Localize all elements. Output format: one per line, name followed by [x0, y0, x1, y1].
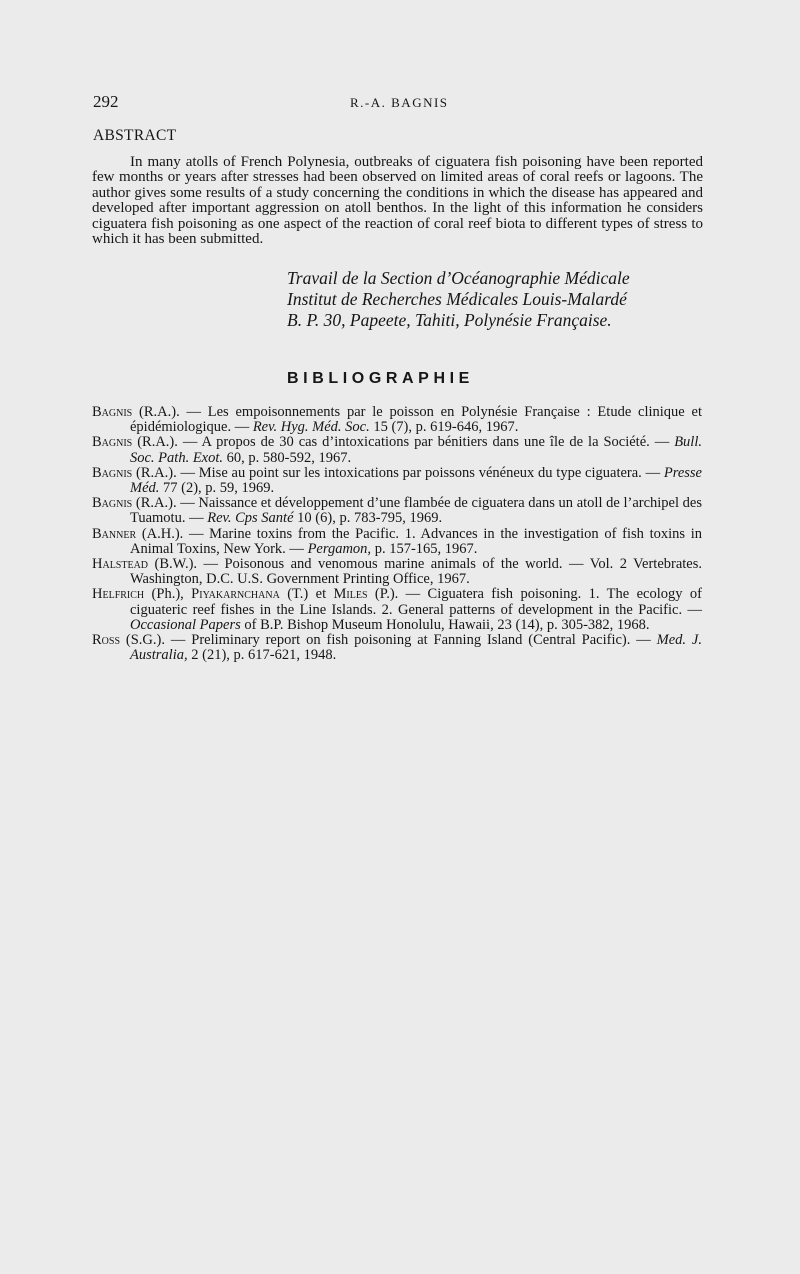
entry-details: 77 (2), p. 59, 1969.: [159, 480, 275, 497]
bibliography-entry: [92, 496, 702, 526]
entry-text: (S.G.). — Preliminary report on fish poisoning at Fanning Island (Central Pacific). —: [120, 632, 657, 649]
entry-text: (R.A.). — Les empoisonnements par le poisson en Polynésie Française : Etude clinique et épidémiologique. —: [130, 404, 702, 436]
bibliography-entry: [92, 587, 702, 633]
abstract-text: In many atolls of French Polynesia, outbreaks of ciguatera fish poisoning have been reported few months or years after stresses had been observed on limited areas of coral reefs or lagoons. The author gives some results of a study concerning the conditions in which the disease has appeared and developed after important aggression on atoll benthos. In the light of this information he considers ciguatera fish poisoning as one aspect of the reaction of coral reef biota to different types of stress to which it has been submitted.: [92, 154, 703, 248]
entry-author: Banner: [92, 525, 137, 542]
entry-author: Ross: [92, 632, 121, 649]
entry-text: (Ph.),: [144, 586, 192, 603]
entry-journal: Rev. Cps Santé: [207, 510, 294, 527]
entry-details: 15 (7), p. 619-646, 1967.: [369, 419, 519, 436]
bibliography-entry: [92, 527, 702, 557]
bibliography-title: BIBLIOGRAPHIE: [287, 370, 474, 387]
affiliation: [287, 268, 630, 331]
bibliography-entry: [92, 405, 702, 435]
entry-text: (A.H.). — Marine toxins from the Pacific. 1. Advances in the investigation of fish toxins in Animal Toxins, New York. —: [130, 525, 702, 557]
entry-text: (R.A.). — A propos de 30 cas d’intoxications par bénitiers dans une île de la Société. —: [132, 434, 675, 451]
entry-journal: Rev. Hyg. Méd. Soc.: [252, 419, 370, 436]
entry-author: Bagnis: [92, 464, 133, 481]
entry-text: (T.) et: [279, 586, 334, 603]
entry-text: (R.A.). — Mise au point sur les intoxications par poissons vénéneux du type ciguatera. —: [132, 464, 664, 481]
entry-text: (B.W.). — Poisonous and venomous marine animals of the world. — Vol. 2 Vertebrates. Washington, D.C. U.S. Government Printing Office, 1967.: [130, 556, 702, 588]
affiliation-line-2: Institut de Recherches Médicales Louis-Malardé: [287, 289, 627, 309]
affiliation-line-3: B. P. 30, Papeete, Tahiti, Polynésie Française.: [287, 310, 612, 330]
bibliography-entry: [92, 557, 702, 587]
entry-author: Bagnis: [92, 495, 133, 512]
entry-details: 60, p. 580-592, 1967.: [223, 449, 352, 466]
entry-details: of B.P. Bishop Museum Honolulu, Hawaii, 23 (14), p. 305-382, 1968.: [240, 616, 650, 633]
entry-text: (P.). — Ciguatera fish poisoning. 1. The ecology of ciguateric reef fishes in the Line Islands. 2. General patterns of development in the Pacific. —: [130, 586, 702, 618]
page-number: 292: [93, 92, 119, 111]
entry-details: 2 (21), p. 617-621, 1948.: [187, 647, 337, 664]
entry-author: Halstead: [92, 556, 149, 573]
entry-journal: Presse Méd.: [130, 464, 702, 497]
running-head: R.-A. BAGNIS: [350, 95, 449, 110]
entry-coauthor: Miles: [333, 586, 368, 603]
abstract-heading: ABSTRACT: [93, 127, 177, 144]
bibliography-list: [92, 405, 702, 663]
affiliation-line-1: Travail de la Section d’Océanographie Médicale: [287, 268, 630, 288]
entry-journal: Pergamon,: [307, 540, 372, 557]
entry-journal: Bull. Soc. Path. Exot.: [130, 434, 702, 466]
entry-journal: Occasional Papers: [130, 616, 241, 633]
entry-author: Helfrich: [92, 586, 145, 603]
bibliography-entry: [92, 435, 702, 465]
bibliography-entry: [92, 633, 702, 663]
entry-details: p. 157-165, 1967.: [371, 540, 478, 557]
entry-author: Bagnis: [92, 404, 133, 420]
entry-coauthor: Piyakarnchana: [191, 586, 280, 603]
bibliography-entry: [92, 466, 702, 496]
entry-text: (R.A.). — Naissance et développement d’une flambée de ciguatera dans un atoll de l’archipel des Tuamotu. —: [130, 495, 702, 527]
entry-author: Bagnis: [92, 434, 133, 451]
entry-journal: Med. J. Australia,: [130, 632, 702, 664]
entry-details: 10 (6), p. 783-795, 1969.: [293, 510, 443, 527]
